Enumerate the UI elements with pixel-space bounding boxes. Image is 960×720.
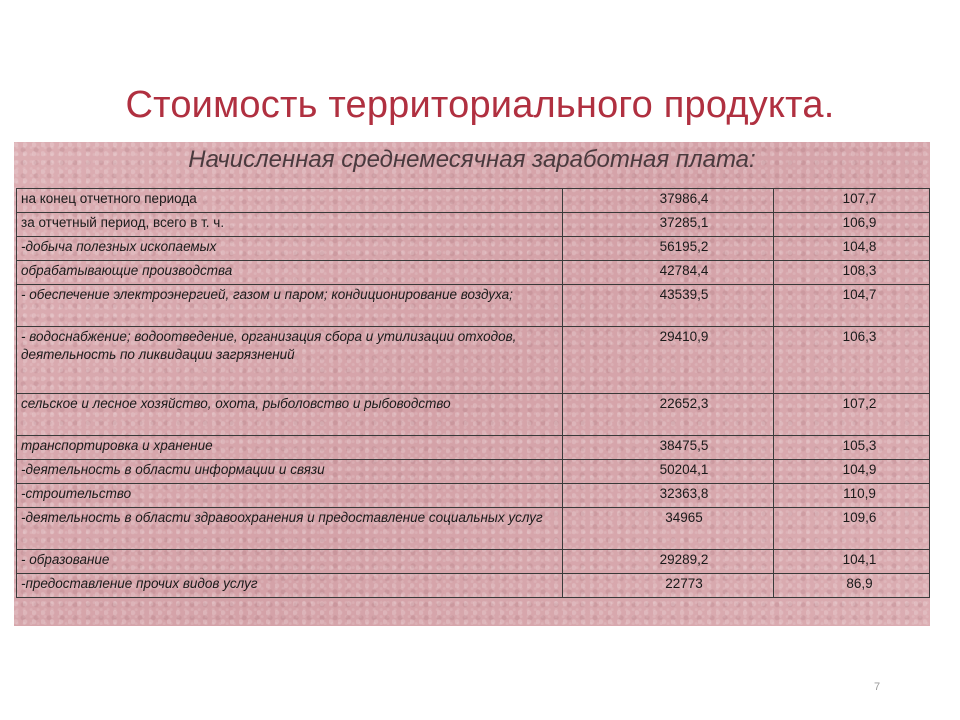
row-value: 22773 [563,574,774,598]
row-index: 86,9 [774,574,930,598]
row-value: 43539,5 [563,285,774,327]
row-label: -добыча полезных ископаемых [17,237,563,261]
row-label: сельское и лесное хозяйство, охота, рыболовство и рыбоводство [17,394,563,436]
table-row [17,436,930,460]
row-index: 104,8 [774,237,930,261]
page-number: 7 [874,681,881,693]
row-value: 38475,5 [563,436,774,460]
table-row [17,327,930,394]
table-row [17,237,930,261]
row-value: 29289,2 [563,550,774,574]
row-value: 32363,8 [563,484,774,508]
content-panel [14,142,930,626]
table-row [17,189,930,213]
row-index: 109,6 [774,508,930,550]
row-value: 29410,9 [563,327,774,394]
row-index: 104,9 [774,460,930,484]
table-row [17,574,930,598]
row-index: 110,9 [774,484,930,508]
row-value: 22652,3 [563,394,774,436]
row-label: на конец отчетного периода [17,189,563,213]
table-row [17,394,930,436]
table-subtitle: Начисленная среднемесячная заработная плата: [188,146,756,173]
row-index: 105,3 [774,436,930,460]
row-value: 56195,2 [563,237,774,261]
table-row [17,484,930,508]
table-row [17,261,930,285]
row-value: 50204,1 [563,460,774,484]
row-value: 34965 [563,508,774,550]
row-index: 106,3 [774,327,930,394]
row-index: 108,3 [774,261,930,285]
row-value: 42784,4 [563,261,774,285]
row-label: транспортировка и хранение [17,436,563,460]
table-row [17,550,930,574]
row-index: 107,7 [774,189,930,213]
row-label: -предоставление прочих видов услуг [17,574,563,598]
row-label: обрабатывающие производства [17,261,563,285]
row-value: 37986,4 [563,189,774,213]
row-index: 104,7 [774,285,930,327]
table-row [17,285,930,327]
row-label: -деятельность в области здравоохранения и предоставление социальных услуг [17,508,563,550]
row-label: -строительство [17,484,563,508]
row-index: 106,9 [774,213,930,237]
row-index: 104,1 [774,550,930,574]
row-label: - образование [17,550,563,574]
table-row [17,508,930,550]
slide-title: Стоимость территориального продукта. [125,84,835,126]
row-label: - водоснабжение; водоотведение, организация сбора и утилизации отходов, деятельность по ликвидации загрязнений [17,327,563,394]
salary-table [16,188,930,598]
table-row [17,213,930,237]
row-label: -деятельность в области информации и связи [17,460,563,484]
table-row [17,460,930,484]
row-label: - обеспечение электроэнергией, газом и паром; кондиционирование воздуха; [17,285,563,327]
row-label: за отчетный период, всего в т. ч. [17,213,563,237]
row-value: 37285,1 [563,213,774,237]
row-index: 107,2 [774,394,930,436]
